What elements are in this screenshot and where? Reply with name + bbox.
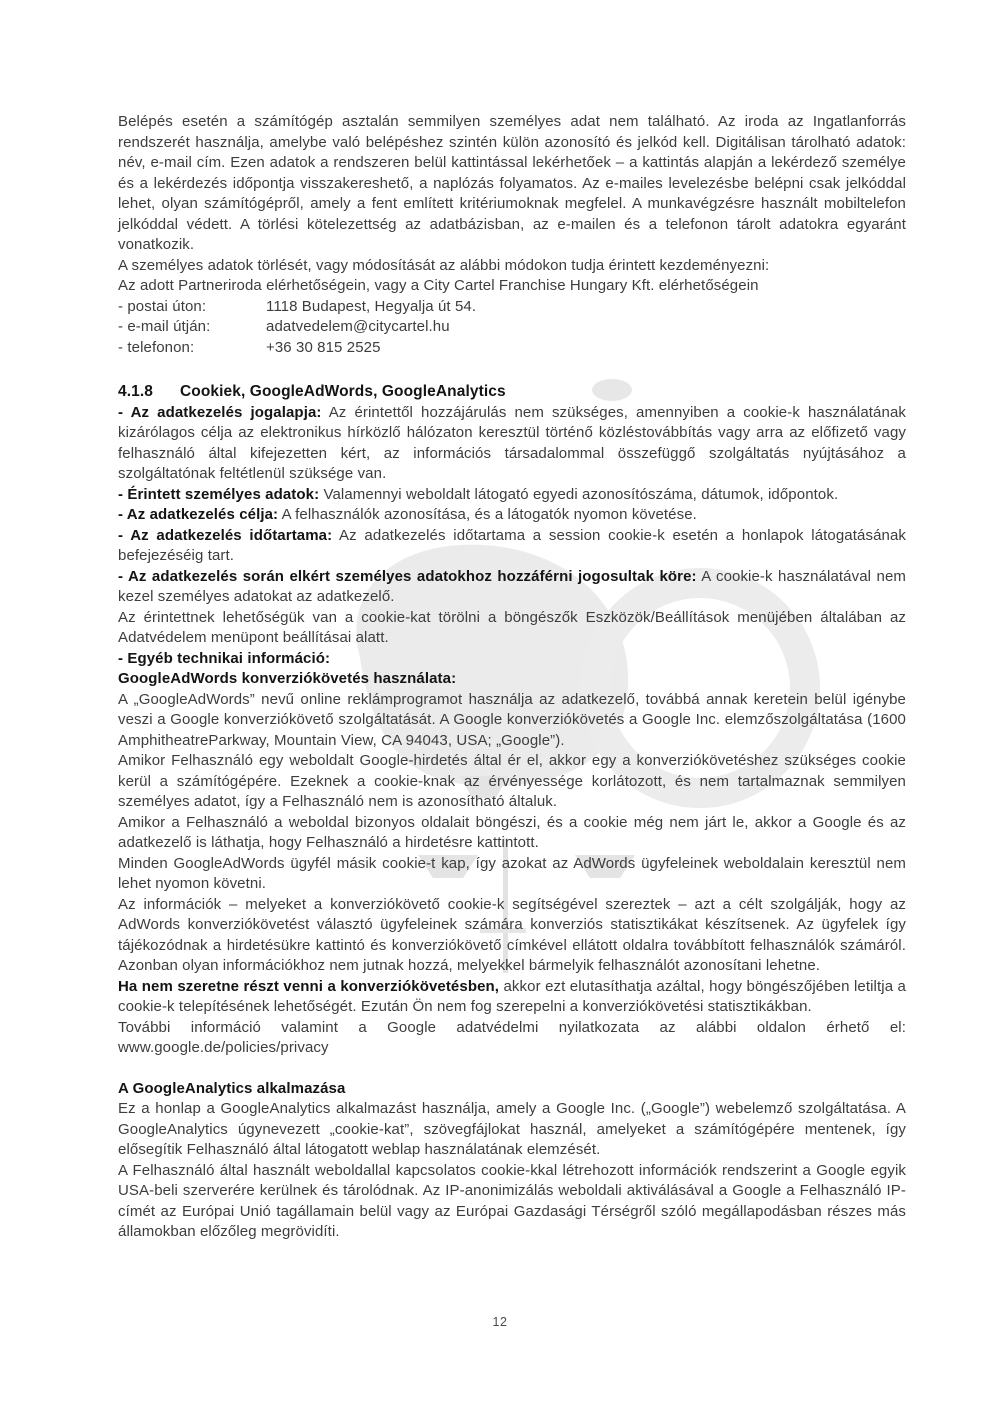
paragraph-deletion-intro: A személyes adatok törlését, vagy módosítását az alábbi módokon tudja érintett kezdeményezni: [118,256,770,274]
paragraph-cookie-delete [118,608,906,649]
section-title: Cookiek, GoogleAdWords, GoogleAnalytics [179,383,506,400]
paragraph-adwords-program [118,690,906,752]
paragraph-adwords-heading [118,669,906,690]
paragraph-more-info [118,1018,906,1059]
paragraph-bold-lead: - Az adatkezelés jogalapja: [118,403,322,421]
paragraph-analytics-storage: A Felhasználó által használt weboldallal kapcsolatos cookie-kkal létrehozott információk rendszerint a Google egyik USA-beli szerverére kerülnek és tárolódnak. Az IP-anonimizálás weboldali aktiválásával a Google a Felhasználó IP-címét az Európai Unió tagállamain belül vagy az Európai Gazdasági Térségről szóló megállapodásban részes más államokban előzőleg megrövidíti. [118,1161,906,1240]
paragraph-text: Az érintettől hozzájárulás nem szükséges, amennyiben a cookie-k használatának kizárólagos célja az elektronikus hírközlő hálózaton keresztül történő közléstovábbítás vagy arra az előfizető vagy felhasználó által kifejezetten kért, az információs társadalommal összefüggő szolgáltatás nyújtásához a szolgáltatónak feltétlenül szüksége van. [118,403,906,482]
paragraph-bold-lead: Ha nem szeretne részt venni a konverziókövetésben, [118,977,500,995]
paragraph-text: További információ valamint a Google adatvédelmi nyilatkozata az alábbi oldalon érhető el: www.google.de/policies/privacy [118,1018,906,1056]
page-number: 12 [492,1315,508,1329]
paragraph-contact-intro: Az adott Partneriroda elérhetőségein, vagy a City Cartel Franchise Hungary Kft. elérhetőségein [118,277,759,294]
paragraph-text: Az érintettnek lehetőségük van a cookie-kat törölni a böngészők Eszközök/Beállítások menüjében általában az Adatvédelem menüpont beállításai alatt. [118,608,906,646]
paragraph-purpose [118,505,906,526]
paragraph-text: Az információk – melyeket a konverziókövető cookie-k segítségével szereztek – azt a célt szolgálják, hogy az AdWords konverziókövetést választó ügyfeleinek számára konverziós statisztikákat készítsenek. Az ügyfelek így tájékozódnak a hirdetésükre kattintó és konverziókövető címkével ellátott oldalra továbbított felhasználók számáról. Azonban olyan információkhoz nem jutnak hozzá, melyekkel bármelyik felhasználót azonosítani lehetne. [118,895,906,974]
section-number: 4.1.8 [118,383,153,400]
paragraph-affected-data [118,485,906,506]
contact-label: - e-mail útján: [118,318,211,335]
paragraph-bold-lead: - Az adatkezelés során elkért személyes adatokhoz hozzáférni jogosultak köre: [118,567,697,585]
paragraph-access-rights [118,567,906,608]
paragraph-text: A felhasználók azonosítása, és a látogatók nyomon követése. [278,506,697,523]
paragraph-text: Az adatkezelés időtartama a session cookie-k esetén a honlapok látogatásának befejezéséig tart. [118,526,906,564]
paragraph-opt-out [118,977,906,1018]
paragraph-statistics [118,895,906,977]
paragraph-legal-basis [118,403,906,485]
paragraph-text: A „GoogleAdWords” nevű online reklámprogramot használja az adatkezelő, továbbá annak keretein belül igénybe veszi a Google konverziókövető szolgáltatását. A Google konverziókövetés a Google Inc. elemzőszolgáltatása (1600 AmphitheatreParkway, Mountain View, CA 94043, USA; „Google”). [118,690,906,749]
paragraph-text: akkor ezt elutasíthatja azáltal, hogy böngészőjében letiltja a cookie-k telepítésének lehetőségét. Ezután Ön nem fog szerepelni a konverziókövetési statisztikákban. [118,977,906,1015]
paragraph-text: Minden GoogleAdWords ügyfél másik cookie-t kap, így azokat az AdWords ügyfeleinek weboldalain keresztül nem lehet nyomon követni. [118,854,906,892]
contact-value: adatvedelem@citycartel.hu [266,318,450,335]
contact-row-postal [118,297,906,318]
paragraph-duration [118,526,906,567]
paragraph-text: A cookie-k használatával nem kezel személyes adatokat az adatkezelő. [118,567,906,605]
paragraph-text: Valamennyi weboldalt látogató egyedi azonosítószáma, dátumok, időpontok. [319,485,839,503]
paragraph-analytics-use: Ez a honlap a GoogleAnalytics alkalmazást használja, amely a Google Inc. („Google”) webelemző szolgáltatása. A GoogleAnalytics úgynevezett „cookie-kat”, szövegfájlokat használ, amelyeket a számítógépére mentenek, így elősegítik Felhasználó által látogatott weblap használatának elemzését. [118,1100,906,1158]
contact-value: 1118 Budapest, Hegyalja út 54. [266,297,477,315]
paragraph-bold-lead: GoogleAdWords konverziókövetés használata: [118,670,457,687]
paragraph-conversion-cookie [118,751,906,813]
paragraph-text: Amikor a Felhasználó a weboldal bizonyos oldalait böngészi, és a cookie még nem járt le, akkor a Google és az adatkezelő is láthatja, hogy Felhasználó a hirdetésre kattintott. [118,813,906,851]
paragraph-bold-lead: - Egyéb technikai információ: [118,649,331,667]
paragraph-text: Amikor Felhasználó egy weboldalt Google-hirdetés által ér el, akkor egy a konverziókövetéshez szükséges cookie kerül a számítógépére. Ezeknek a cookie-knak az érvényessége korlátozott, és nem tartalmaznak semmilyen személyes adatot, így a Felhasználó nem is azonosítható általuk. [118,752,906,810]
paragraph-bold-lead: - Érintett személyes adatok: [118,485,320,503]
contact-label: - postai úton: [118,297,207,315]
document-body [118,112,906,1243]
contact-row-phone [118,338,906,359]
paragraph-security: Belépés esetén a számítógép asztalán semmilyen személyes adat nem található. Az iroda az Ingatlanforrás rendszerét használja, amelybe való belépéshez szintén külön azonosító és jelkód kell. Digitálisan tárolható adatok: név, e-mail cím. Ezen adatok a rendszeren belül kattintással lekérhetőek – a kattintás alapján a lekérdező személye és a lekérdezés időpontja visszakereshető, a naplózás folyamatos. Az e-mailes levelezésbe belépni csak jelkóddal lehet, olyan számítógépről, amely a fent említett kritériumoknak megfelel. A munkavégzésre használt mobiltelefon jelkóddal védett. A törlési kötelezettség az adatbázisban, az e-mailen és a telefonon tárolt adatokra egyaránt vonatkozik. [118,113,906,253]
contact-value: +36 30 815 2525 [266,338,381,356]
analytics-heading: A GoogleAnalytics alkalmazása [118,1079,346,1097]
paragraph-bold-lead: - Az adatkezelés célja: [118,506,279,523]
paragraph-client-cookie [118,854,906,895]
section-heading-4-1-8 [118,382,906,403]
contact-label: - telefonon: [118,338,195,356]
paragraph-other-technical [118,649,906,670]
paragraph-bold-lead: - Az adatkezelés időtartama: [118,526,333,544]
contact-row-email [118,317,906,338]
paragraph-browsing [118,813,906,854]
